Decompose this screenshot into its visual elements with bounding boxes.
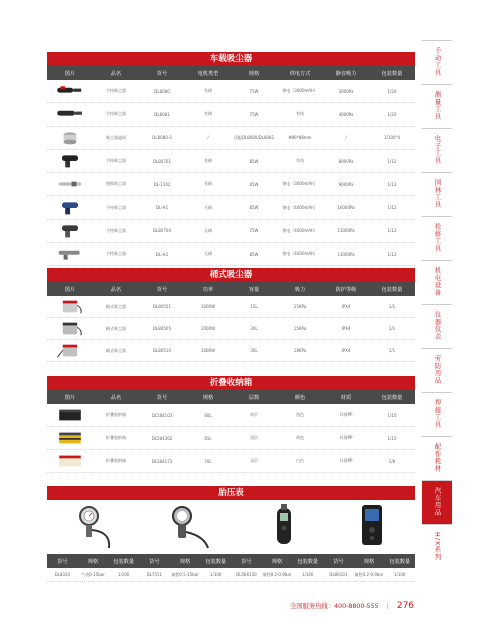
column-header: 货号 [333, 558, 344, 565]
table-row [47, 427, 415, 450]
product-image [47, 176, 93, 192]
table-cell: 1000W [200, 326, 216, 331]
product-image [47, 246, 93, 262]
column-header: 规格 [87, 558, 99, 565]
table-cell: 锂电（4000mAh） [282, 227, 318, 233]
column-header: 包装数量 [389, 558, 411, 565]
table-row [47, 103, 415, 126]
table-row [47, 450, 415, 473]
sidebar-item-label: 仪器仪表 [433, 311, 441, 341]
table-cell: 75W [249, 228, 259, 234]
table-row [47, 340, 415, 362]
table-cell: / [345, 135, 347, 141]
page-number: 276 [396, 601, 415, 611]
table-header [47, 282, 415, 296]
sidebar-item[interactable] [422, 524, 452, 568]
sidebar-item-label: 手动工具 [433, 47, 441, 77]
sidebar-item-label: 园林工具 [433, 179, 441, 209]
table-cell: DL80501 [152, 304, 172, 309]
table-cell: 双层 [250, 435, 258, 440]
table-cell: DL80701 [152, 158, 172, 164]
table-row [47, 150, 415, 173]
table-row [47, 568, 415, 582]
table-cell: DL-H2 [155, 251, 169, 257]
table-cell: 桶式吸尘器 [106, 325, 126, 331]
column-header: 图片 [64, 286, 76, 293]
table-cell: IPX4 [341, 348, 351, 353]
footer-divider: | [386, 603, 389, 610]
table-cell: 折叠收纳箱 [106, 435, 126, 440]
column-header: 层数 [248, 394, 260, 401]
table-cell: IPX4 [341, 304, 351, 309]
sidebar-item[interactable] [422, 216, 452, 260]
table-cell: 手持吸尘器 [106, 204, 126, 210]
table-cell: 1/20 [387, 88, 397, 94]
product-image [47, 200, 93, 216]
product-image [47, 106, 93, 122]
table-cell: 有线 [296, 111, 304, 117]
sidebar-item-label: 检修工具 [433, 223, 441, 253]
column-header: 规格 [363, 558, 375, 565]
product-image [47, 83, 93, 99]
table-cell: 8000Pa [338, 158, 354, 164]
table-body [47, 296, 415, 362]
section-title: 折叠收纳箱 [47, 376, 415, 390]
table-cell: 适配DL8080/DL8081 [233, 134, 275, 140]
sidebar-item-label: 劳防用品 [433, 355, 441, 385]
sidebar-item-label: 配件耗材 [433, 443, 441, 473]
table-cell: 无刷 [204, 204, 212, 210]
column-header: 包装数量 [113, 558, 135, 565]
column-header: 包装数量 [381, 286, 403, 293]
product-image [47, 298, 93, 316]
table-row [47, 296, 415, 318]
table-cell: 1/100 [393, 572, 406, 577]
sidebar-item-label: 汽车用品 [433, 487, 441, 517]
table-cell: 有刷 [204, 111, 212, 117]
table-cell: 便携吸尘器 [106, 181, 126, 187]
table-cell: 85W [249, 158, 259, 164]
table-cell: 1/10 [387, 412, 397, 418]
table-header [47, 66, 415, 80]
table-cell: 环保PP [339, 435, 353, 440]
product-image [47, 223, 93, 239]
column-header: 功率 [202, 286, 214, 293]
table-cell: 9000Pa [338, 181, 354, 187]
product-image [47, 429, 93, 447]
table-cell: 手持吸尘器 [106, 158, 126, 164]
table-cell: IPX4 [341, 326, 351, 331]
table-cell: 黄色 [296, 435, 304, 440]
digital-tire-gauge-image [265, 502, 305, 552]
column-header: 包装数量 [381, 394, 403, 401]
table-cell: DL-H1 [155, 205, 169, 211]
table-cell: DL566150 [236, 572, 257, 577]
section-title: 胎压表 [47, 486, 415, 500]
table-cell: 单层 [250, 412, 258, 417]
sidebar-item[interactable] [422, 84, 452, 128]
table-cell: DL584103 [151, 412, 173, 418]
column-header: 品名 [110, 70, 122, 77]
page-footer [290, 601, 414, 611]
table-cell: 16000Pa [337, 205, 355, 211]
gauge-pictures [47, 500, 415, 554]
table-cell: 手持吸尘器 [106, 88, 126, 94]
table-cell: 1/1 [388, 326, 396, 331]
table-cell: 1/10 [387, 435, 397, 441]
table-cell: 无刷 [204, 227, 212, 233]
table-cell: 白色 [296, 458, 304, 463]
sidebar-item[interactable] [422, 128, 452, 172]
table-cell: DL7511 [146, 572, 163, 577]
table-cell: 有线 [296, 158, 304, 164]
table-cell: DL80505 [152, 326, 172, 331]
product-image [47, 153, 93, 169]
table-header [47, 390, 415, 404]
table-cell: 折叠收纳箱 [106, 412, 126, 417]
table-row [47, 318, 415, 340]
table-cell: 11000Pa [337, 228, 355, 234]
table-cell: DL8081 [154, 111, 170, 117]
product-image [47, 406, 93, 424]
sidebar-item[interactable] [422, 392, 452, 436]
column-header: 规格 [179, 558, 191, 565]
column-header: 品名 [110, 286, 122, 293]
table-cell: 4000Pa [338, 111, 354, 117]
category-sidebar [422, 40, 452, 568]
column-header: 图片 [64, 394, 76, 401]
table-cell: 1/12 [387, 158, 397, 164]
table-cell: 手持吸尘器 [106, 251, 126, 257]
table-cell: DL8080-3 [152, 135, 172, 141]
table-cell: 1/100 [209, 572, 222, 577]
table-cell: DL86101 [329, 572, 348, 577]
sidebar-item[interactable] [422, 260, 452, 304]
column-header: 静音吸力 [335, 70, 357, 77]
column-header: 供电方式 [289, 70, 311, 77]
product-image [47, 342, 93, 360]
table-cell: 1/8 [388, 458, 396, 464]
table-cell: / [207, 135, 209, 141]
column-header: 电机类型 [197, 70, 219, 77]
table-cell: DL584173 [151, 458, 173, 464]
column-header: 图片 [64, 70, 76, 77]
table-cell: 双层 [250, 458, 258, 463]
sidebar-item-label: 电子工具 [433, 135, 441, 165]
table-cell: 85W [249, 205, 259, 211]
table-cell: 85W [249, 251, 259, 257]
sidebar-item[interactable] [422, 304, 452, 348]
table-body [47, 80, 415, 266]
table-cell: 无刷 [204, 251, 212, 257]
table-cell: 有刷 [204, 88, 212, 94]
table-cell: 量程0.2-0.9bar [354, 571, 384, 577]
table-cell: 1/100 [117, 572, 130, 577]
sidebar-item[interactable] [422, 436, 452, 480]
table-cell: 1000W [200, 304, 216, 309]
product-image [47, 130, 93, 146]
car-vacuum-section [47, 52, 415, 266]
table-cell: 1/20 [387, 111, 397, 117]
table-body [47, 404, 415, 473]
section-title: 车载吸尘器 [47, 52, 415, 66]
table-cell: 60L [204, 412, 212, 418]
column-header: 规格 [202, 394, 214, 401]
table-cell: 15L [250, 304, 258, 309]
table-cell: DL80704 [152, 228, 172, 234]
sidebar-item[interactable] [422, 348, 452, 392]
column-header: 品名 [110, 394, 122, 401]
table-cell: 65L [204, 435, 212, 441]
column-header: 防护等级 [335, 286, 357, 293]
section-title: 桶式吸尘器 [47, 268, 415, 282]
table-cell: 锂电（3000mAh） [282, 181, 318, 187]
table-cell: 手持吸尘器 [106, 111, 126, 117]
column-header: 货号 [156, 394, 168, 401]
table-cell: DL584302 [151, 435, 173, 441]
table-cell: 70L [204, 458, 212, 464]
table-cell: 环保PP [339, 412, 353, 417]
tire-gauge-dial-image [71, 502, 121, 552]
table-row [47, 196, 415, 219]
table-cell: 锂电（3000mAh） [282, 88, 318, 94]
table-cell: DL8080 [154, 88, 170, 94]
table-cell: 1/12 [387, 181, 397, 187]
sidebar-item-label: 机电设备 [433, 267, 441, 297]
table-cell: 18KPa [293, 348, 307, 353]
table-cell: 有刷 [204, 158, 212, 164]
sidebar-item[interactable] [422, 40, 452, 84]
tire-gauge-grip-image [168, 502, 218, 552]
folding-box-section [47, 376, 415, 473]
column-header: 货号 [57, 558, 68, 565]
sidebar-item-label: 测量工具 [433, 91, 441, 121]
column-header: 规格 [271, 558, 283, 565]
table-cell: 手持吸尘器 [106, 227, 126, 233]
table-cell: 黑色 [296, 412, 304, 417]
table-cell: 75W [249, 111, 259, 117]
table-cell: 1/100 [301, 572, 314, 577]
table-row [47, 243, 415, 266]
column-header: 包装数量 [381, 70, 403, 77]
product-image [47, 452, 93, 470]
column-header: 货号 [149, 558, 160, 565]
table-cell: 折叠收纳箱 [106, 458, 126, 463]
table-cell: 1/12 [387, 251, 397, 257]
service-hotline: 全国服务热线：400-8800-555 [290, 603, 379, 610]
table-cell: 环保PP [339, 458, 353, 463]
table-row [47, 80, 415, 103]
product-image [47, 320, 93, 338]
table-cell: DL-1102 [153, 181, 171, 187]
table-cell: 15KPa [293, 326, 307, 331]
table-cell: 锂电（4000mAh） [282, 204, 318, 210]
column-header: 规格 [248, 70, 260, 77]
table-cell: 1/100*4 [383, 135, 401, 141]
table-cell: 锂电（4000mAh） [282, 251, 318, 257]
table-cell: 量程0.2-0.9bar [262, 571, 292, 577]
table-header [47, 554, 415, 568]
table-cell: 1/12 [387, 205, 397, 211]
table-cell: 有刷 [204, 181, 212, 187]
table-cell: 吸尘器滤网 [106, 134, 126, 140]
sidebar-item-label: 焊接工具 [433, 399, 441, 429]
column-header: 货号 [241, 558, 252, 565]
table-cell: 75W [249, 88, 259, 94]
table-cell: 桶式吸尘器 [106, 303, 126, 309]
table-cell: DL8320 [54, 572, 71, 577]
column-header: 容量 [248, 286, 260, 293]
table-cell: 13000Pa [337, 251, 355, 257]
tire-gauge-section [47, 486, 415, 582]
table-row [47, 220, 415, 243]
table-cell: 35L [250, 348, 258, 353]
column-header: 货号 [156, 286, 168, 293]
column-header: 吸力 [294, 286, 306, 293]
table-row [47, 404, 415, 427]
table-cell: 量程0.5-15bar [171, 571, 199, 577]
bucket-vacuum-section [47, 268, 415, 362]
table-cell: DL80510 [152, 348, 172, 353]
table-cell: 15KPa [293, 304, 307, 309]
table-cell: 1/12 [387, 228, 397, 234]
table-cell: 1000W [200, 348, 216, 353]
table-cell: 1/1 [388, 304, 396, 309]
column-header: 颜色 [294, 394, 306, 401]
column-header: 材质 [340, 394, 352, 401]
sidebar-item[interactable] [422, 172, 452, 216]
table-cell: 气表0-15bar [81, 571, 105, 577]
table-row [47, 173, 415, 196]
table-cell: 65W [249, 181, 259, 187]
column-header: 货号 [156, 70, 168, 77]
table-cell: Φ96*88mm [288, 135, 312, 141]
column-header: 包装数量 [297, 558, 319, 565]
sidebar-item[interactable] [422, 480, 452, 524]
sidebar-item-label: H/X系列 [433, 531, 441, 561]
table-cell: 30L [250, 326, 258, 331]
table-row [47, 127, 415, 150]
table-cell: 1/1 [388, 348, 396, 353]
column-header: 包装数量 [205, 558, 227, 565]
table-cell: 3000Pa [338, 88, 354, 94]
tire-inflator-gauge-image [352, 502, 392, 552]
table-cell: 桶式吸尘器 [106, 347, 126, 353]
